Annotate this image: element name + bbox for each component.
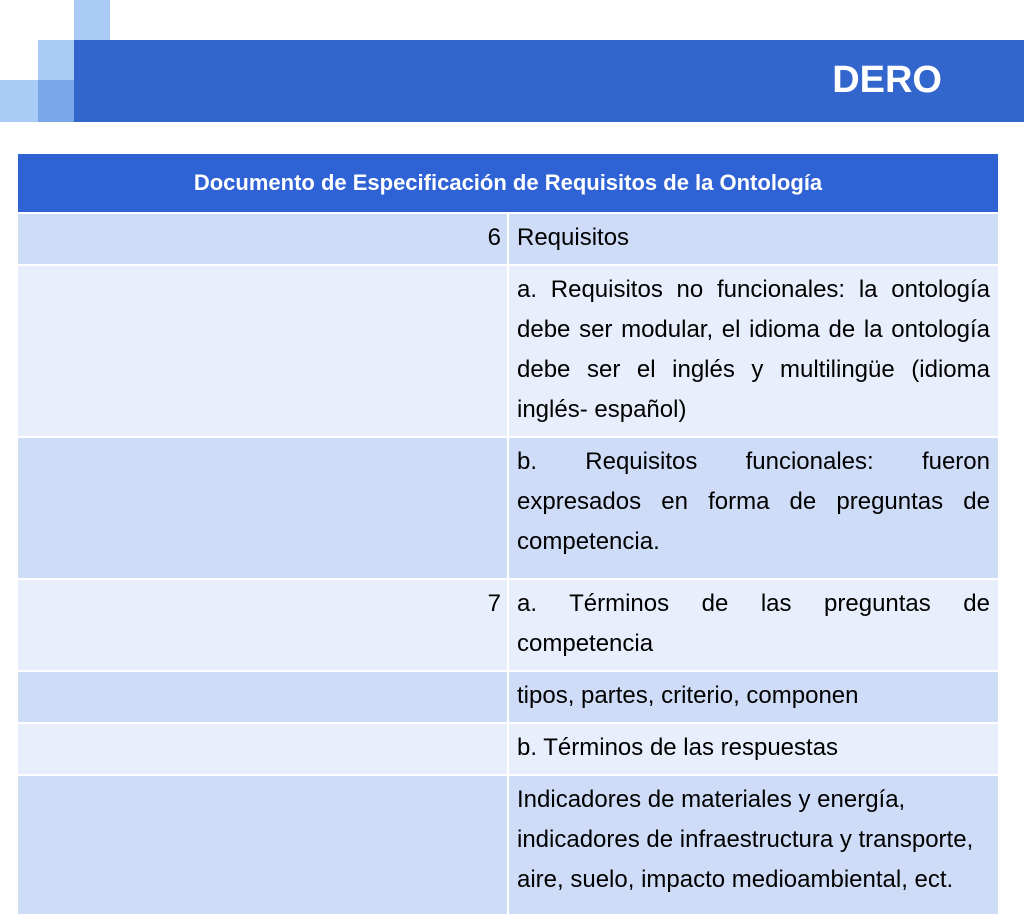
row-number: 6 (17, 213, 508, 265)
decor-square (0, 80, 38, 122)
row-text: a. Términos de las preguntas de competencia (508, 579, 999, 671)
row-number: 7 (17, 579, 508, 671)
row-number (17, 437, 508, 579)
table-row (17, 723, 999, 775)
row-text: tipos, partes, criterio, componen (508, 671, 999, 723)
decor-square (38, 80, 74, 122)
table-row (17, 579, 999, 671)
row-text: Requisitos (508, 213, 999, 265)
decor-square (38, 40, 74, 80)
table-row (17, 437, 999, 579)
table-heading: Documento de Especificación de Requisitos de la Ontología (17, 153, 999, 213)
slide-title: DERO (832, 59, 942, 101)
row-text: b. Términos de las respuestas (508, 723, 999, 775)
table-header-row (17, 153, 999, 213)
table-row (17, 265, 999, 437)
row-number (17, 723, 508, 775)
row-number (17, 265, 508, 437)
requirements-table (16, 152, 1000, 916)
row-number (17, 671, 508, 723)
row-number (17, 775, 508, 915)
row-text: b. Requisitos funcionales: fueron expresados en forma de preguntas de competencia. (508, 437, 999, 579)
row-text: Indicadores de materiales y energía, indicadores de infraestructura y transporte, aire, suelo, impacto medioambiental, ect. (508, 775, 999, 915)
table-row (17, 775, 999, 915)
table-row (17, 213, 999, 265)
decor-square (74, 0, 110, 40)
row-text: a. Requisitos no funcionales: la ontología debe ser modular, el idioma de la ontología debe ser el inglés y multilingüe (idioma inglés- español) (508, 265, 999, 437)
table-row (17, 671, 999, 723)
